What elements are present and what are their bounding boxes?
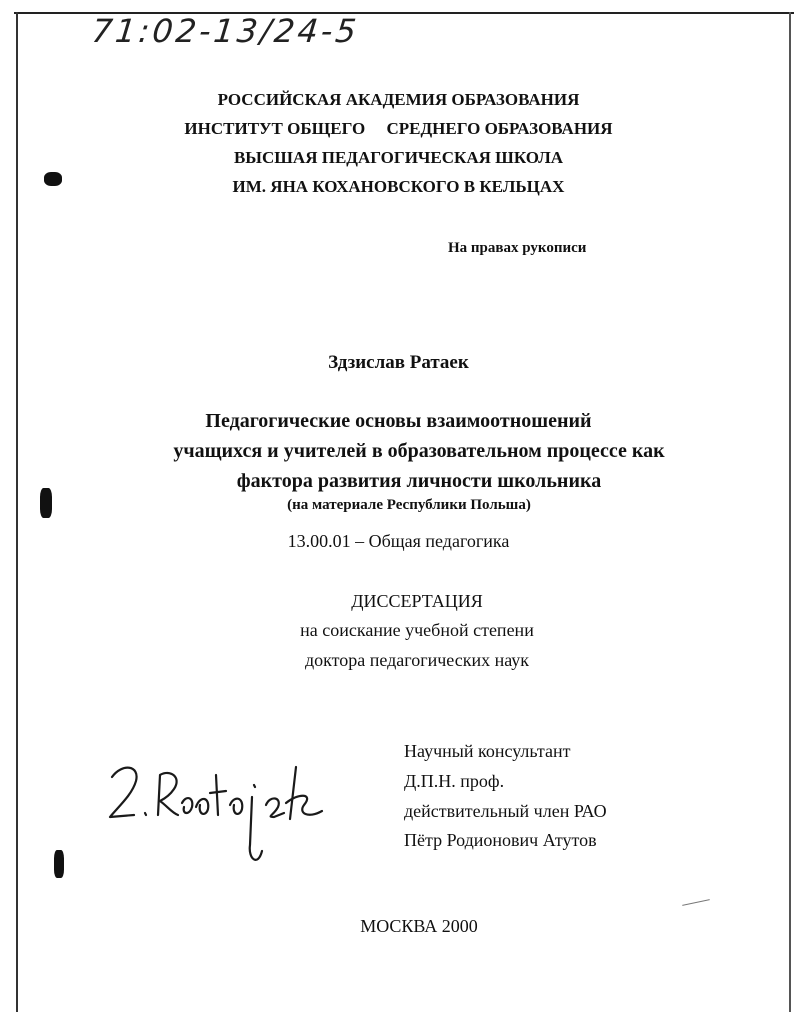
- title-line-3: фактора развития личности школьника: [236, 470, 602, 492]
- handwritten-archive-code: 71:02-13/24-5: [90, 12, 361, 50]
- title-line-1: Педагогические основы взаимоотношений: [205, 410, 592, 432]
- city-year: МОСКВА 2000: [360, 916, 478, 936]
- institution-line-2: ИНСТИТУТ ОБЩЕГО СРЕДНЕГО ОБРАЗОВАНИЯ: [184, 119, 613, 138]
- consultant-line-2: Д.П.Н. проф.: [404, 771, 505, 791]
- title-line-2: учащихся и учителей в образовательном процессе как: [173, 440, 665, 462]
- consultant-line-3: действительный член РАО: [404, 801, 607, 821]
- consultant-line-4: Пётр Родионович Атутов: [404, 830, 597, 850]
- signature-image: [100, 755, 360, 885]
- manuscript-note: На правах рукописи: [448, 240, 587, 256]
- institution-line-3: ВЫСШАЯ ПЕДАГОГИЧЕСКАЯ ШКОЛА: [233, 148, 564, 167]
- dissertation-line-2: на соискание учебной степени: [300, 620, 534, 640]
- specialty: 13.00.01 – Общая педагогика: [287, 531, 510, 551]
- author-name: Здзислав Ратаек: [328, 352, 469, 373]
- scan-blot: [54, 850, 64, 878]
- institution-line-4: ИМ. ЯНА КОХАНОВСКОГО В КЕЛЬЦАХ: [232, 177, 565, 196]
- title-subtitle: (на материале Республики Польша): [287, 497, 531, 513]
- dissertation-line-1: ДИССЕРТАЦИЯ: [351, 591, 483, 611]
- consultant-line-1: Научный консультант: [404, 741, 571, 761]
- institution-line-1: РОССИЙСКАЯ АКАДЕМИЯ ОБРАЗОВАНИЯ: [217, 90, 580, 109]
- dissertation-line-3: доктора педагогических наук: [304, 650, 530, 670]
- scan-mark: [682, 899, 710, 906]
